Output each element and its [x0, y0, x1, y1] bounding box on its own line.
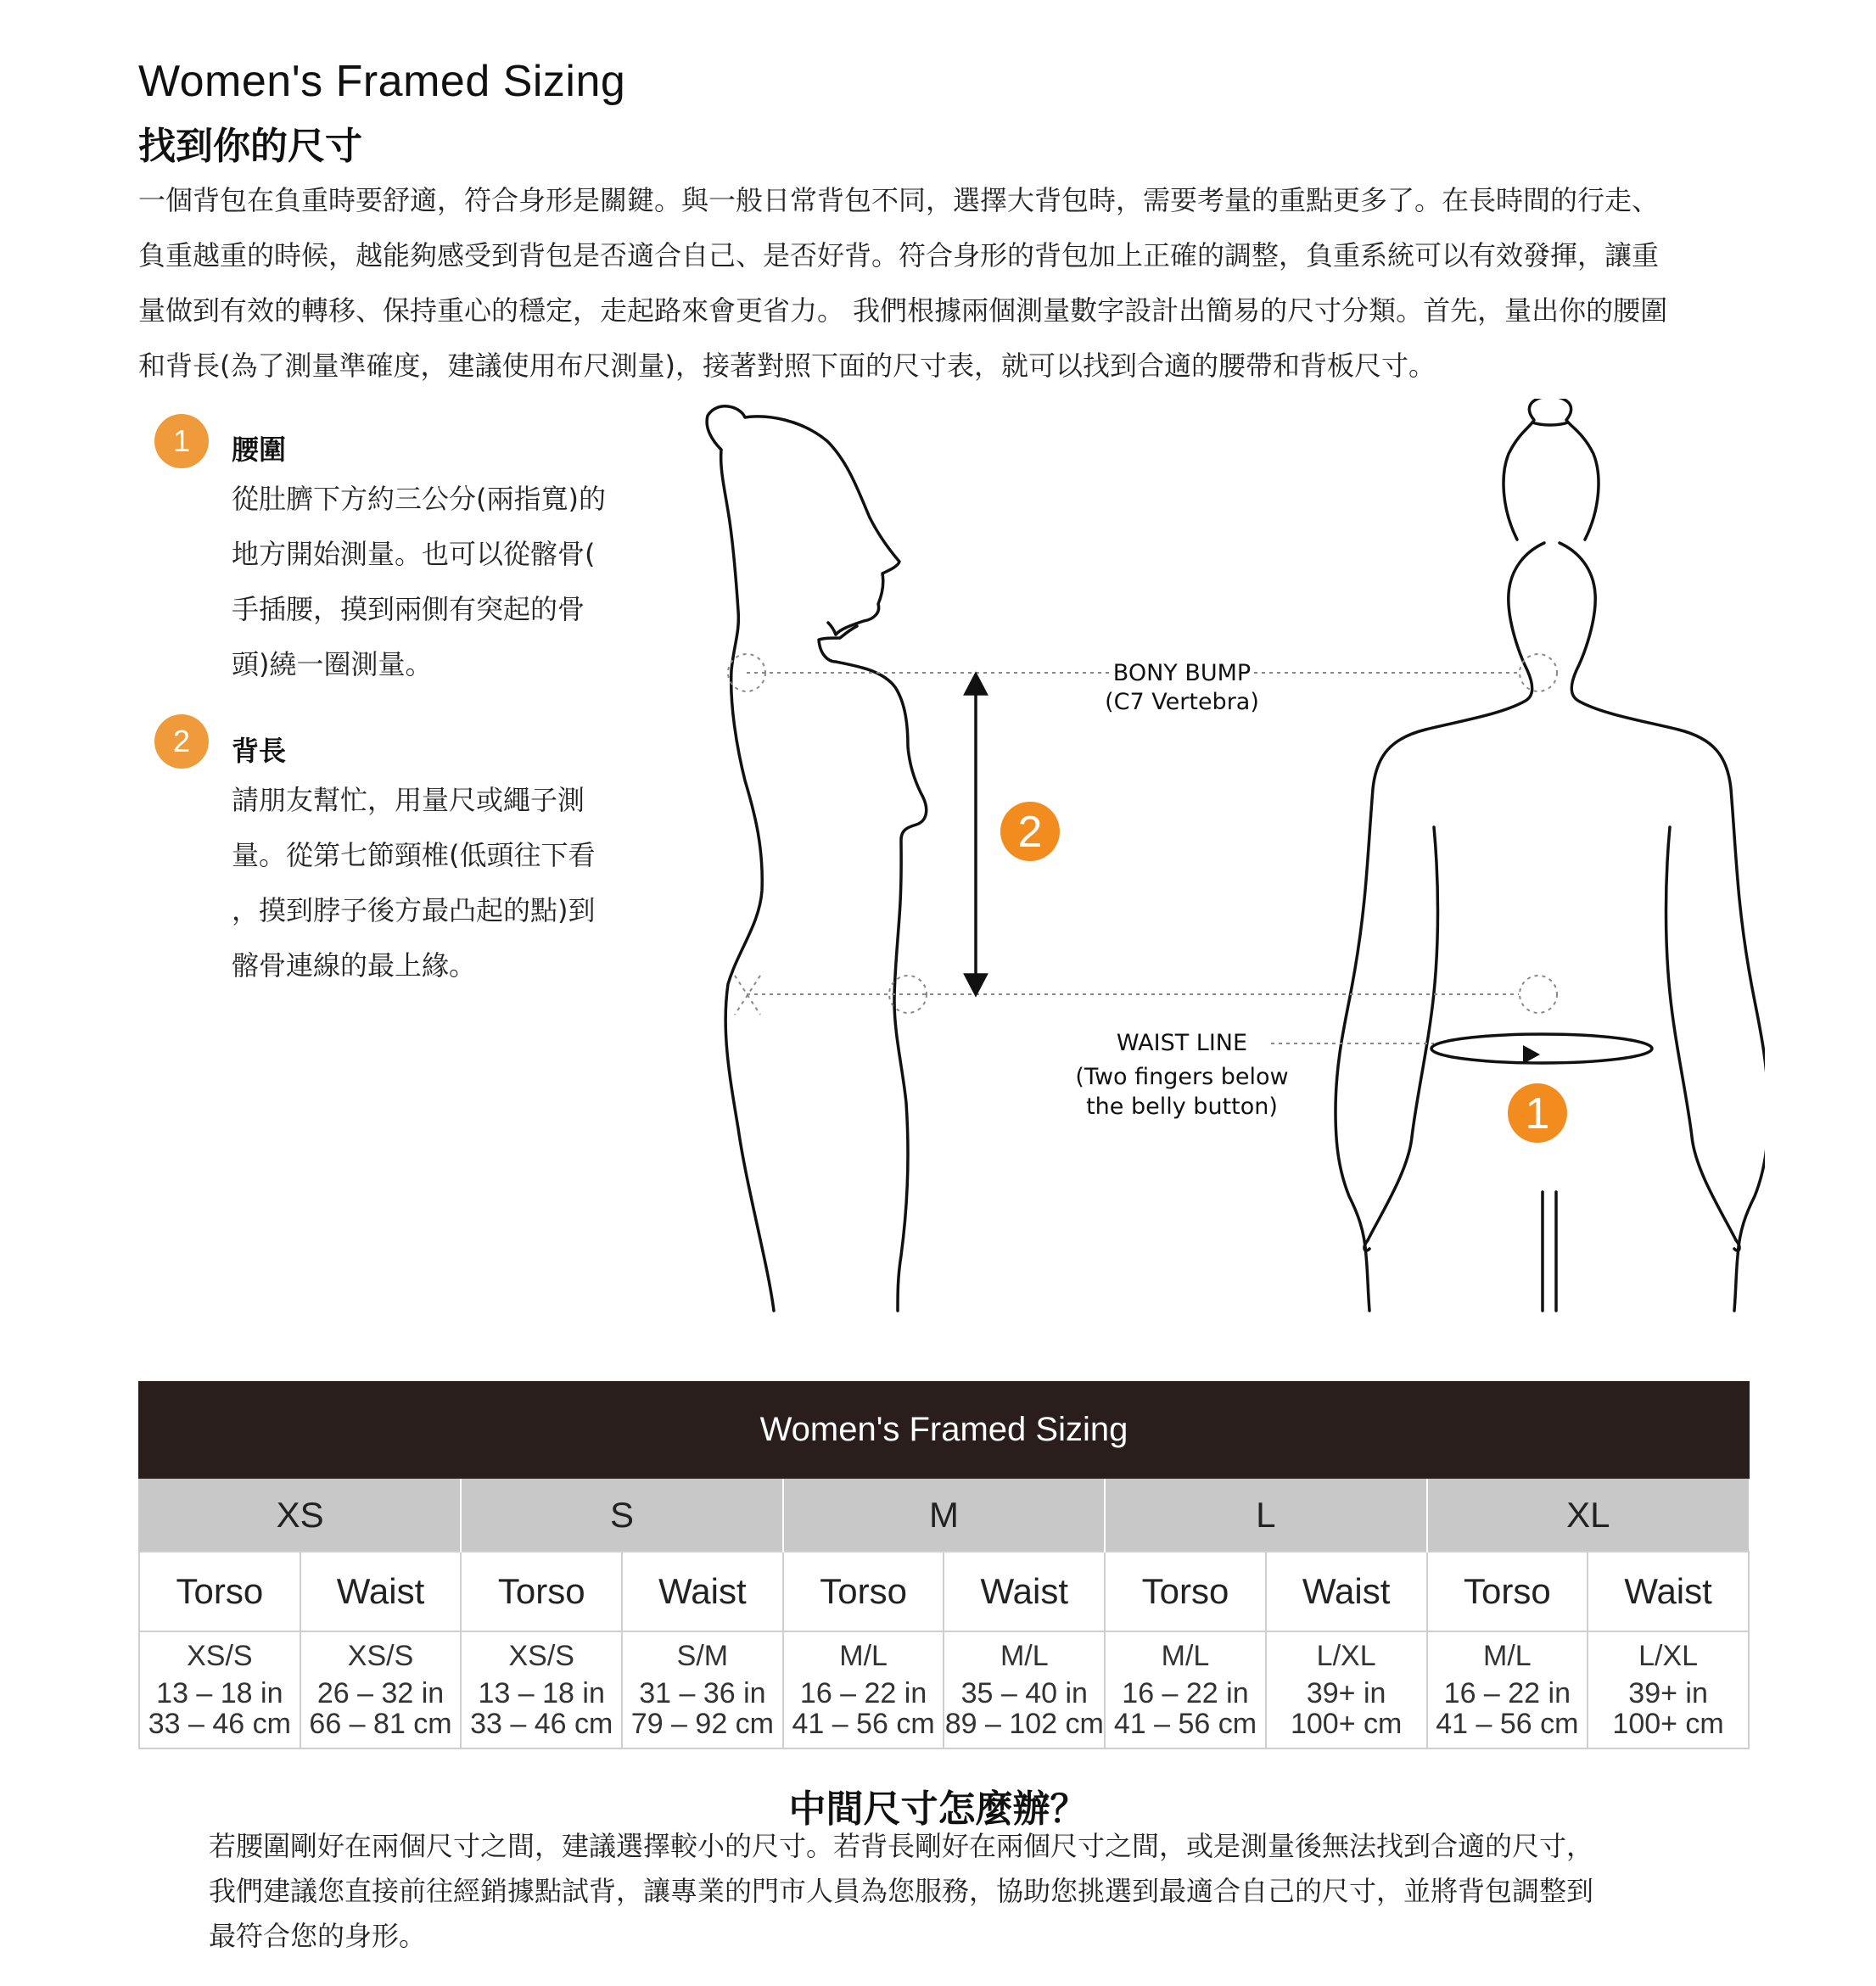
- col-torso: Torso: [139, 1552, 300, 1631]
- waist-line-label: WAIST LINE: [1116, 1030, 1248, 1056]
- outro-line: 最符合您的身形。: [209, 1920, 427, 1952]
- cell-inches: 13 – 18 in: [478, 1677, 605, 1709]
- col-waist: Waist: [622, 1552, 783, 1631]
- intro-line: 一個背包在負重時要舒適，符合身形是關鍵。與一般日常背包不同，選擇大背包時，需要考量的重點更多了。在長時間的行走、: [138, 184, 1660, 216]
- table-cell: [300, 1631, 462, 1748]
- cell-cm: 66 – 81 cm: [309, 1708, 452, 1740]
- step-1-badge: 1: [154, 414, 209, 468]
- cell-inches: 39+ in: [1306, 1677, 1386, 1709]
- col-torso: Torso: [783, 1552, 944, 1631]
- col-waist: Waist: [944, 1552, 1105, 1631]
- between-sizes-title: 中間尺寸怎麼辦？: [788, 1787, 1088, 1831]
- step-2-line: 髂骨連線的最上緣。: [232, 949, 477, 982]
- between-sizes-paragraph: [209, 1824, 1736, 1959]
- step-1-title: 腰圍: [232, 434, 287, 466]
- table-cell: [139, 1631, 300, 1748]
- cell-inches: 39+ in: [1628, 1677, 1708, 1709]
- torso-marker-label: 2: [1017, 808, 1043, 857]
- size-row: [139, 1478, 1749, 1552]
- waist-line-sublabel-2: the belly button): [1086, 1094, 1278, 1120]
- col-torso: Torso: [1105, 1552, 1266, 1631]
- cell-cm: 100+ cm: [1612, 1708, 1724, 1740]
- col-waist: Waist: [1588, 1552, 1749, 1631]
- measurement-figure: [679, 399, 1765, 1315]
- step-1-line: 從肚臍下方約三公分(兩指寬)的: [232, 483, 606, 515]
- col-torso: Torso: [1427, 1552, 1588, 1631]
- outro-line: 若腰圍剛好在兩個尺寸之間，建議選擇較小的尺寸。若背長剛好在兩個尺寸之間，或是測量後無法找到合適的尺寸，: [209, 1830, 1594, 1862]
- step-2-description: [232, 773, 596, 993]
- step-1-line: 地方開始測量。也可以從髂骨(: [232, 538, 596, 570]
- cell-label: M/L: [1483, 1640, 1532, 1672]
- bony-bump-sublabel: (C7 Vertebra): [1105, 689, 1259, 715]
- cell-cm: 100+ cm: [1290, 1708, 1403, 1740]
- cell-inches: 13 – 18 in: [156, 1677, 283, 1709]
- table-cell: [622, 1631, 783, 1748]
- cell-inches: 16 – 22 in: [1122, 1677, 1249, 1709]
- intro-line: 和背長(為了測量準確度，建議使用布尺測量)，接著對照下面的尺寸表，就可以找到合適的腰帶和背板尺寸。: [138, 350, 1436, 382]
- size-table: [138, 1381, 1750, 1749]
- table-cell: [1427, 1631, 1588, 1748]
- column-header-row: [139, 1552, 1749, 1631]
- side-profile-silhouette: [707, 406, 899, 1311]
- cell-cm: 41 – 56 cm: [1436, 1708, 1579, 1740]
- cell-label: XS/S: [347, 1640, 414, 1672]
- step-1-description: [232, 472, 606, 692]
- cell-cm: 41 – 56 cm: [792, 1708, 935, 1740]
- step-1-line: 手插腰，摸到兩側有突起的骨: [232, 593, 585, 625]
- waist-marker-label: 1: [1525, 1089, 1550, 1138]
- cell-label: XS/S: [508, 1640, 574, 1672]
- cell-inches: 31 – 36 in: [639, 1677, 766, 1709]
- size-l: L: [1105, 1478, 1426, 1552]
- col-torso: Torso: [461, 1552, 622, 1631]
- table-cell: [461, 1631, 622, 1748]
- cell-label: L/XL: [1316, 1640, 1376, 1672]
- cell-cm: 79 – 92 cm: [630, 1708, 775, 1740]
- cell-label: L/XL: [1638, 1640, 1699, 1672]
- cell-label: M/L: [1000, 1640, 1049, 1672]
- size-table-title: Women's Framed Sizing: [139, 1382, 1749, 1478]
- page-title-en: Women's Framed Sizing: [138, 57, 626, 106]
- table-cell: [1266, 1631, 1427, 1748]
- values-row: [139, 1631, 1749, 1748]
- size-m: M: [783, 1478, 1105, 1552]
- size-table-header-row: [139, 1382, 1749, 1478]
- cell-label: M/L: [1161, 1640, 1210, 1672]
- step-2-title: 背長: [232, 735, 287, 767]
- cell-inches: 16 – 22 in: [799, 1677, 927, 1709]
- col-waist: Waist: [1266, 1552, 1427, 1631]
- cell-cm: 33 – 46 cm: [470, 1708, 613, 1740]
- cell-label: M/L: [839, 1640, 888, 1672]
- intro-line: 負重越重的時候，越能夠感受到背包是否適合自己、是否好背。符合身形的背包加上正確的調整，負重系統可以有效發揮，讓重: [138, 239, 1660, 271]
- outro-line: 我們建議您直接前往經銷據點試背，讓專業的門市人員為您服務，協助您挑選到最適合自己的尺寸，並將背包調整到: [209, 1875, 1594, 1907]
- intro-line: 量做到有效的轉移、保持重心的穩定，走起路來會更省力。 我們根據兩個測量數字設計出簡易的尺寸分類。首先，量出你的腰圍: [138, 294, 1668, 327]
- step-1-line: 頭)繞一圈測量。: [232, 648, 433, 680]
- cell-inches: 35 – 40 in: [960, 1677, 1088, 1709]
- cell-cm: 33 – 46 cm: [148, 1708, 291, 1740]
- table-cell: [783, 1631, 944, 1748]
- size-xs: XS: [139, 1478, 461, 1552]
- table-cell: [944, 1631, 1105, 1748]
- size-s: S: [461, 1478, 782, 1552]
- cell-label: S/M: [676, 1640, 729, 1672]
- step-2-line: ，摸到脖子後方最凸起的點)到: [232, 894, 596, 926]
- bony-bump-label: BONY BUMP: [1112, 660, 1252, 686]
- col-waist: Waist: [300, 1552, 462, 1631]
- cell-inches: 26 – 32 in: [316, 1677, 445, 1709]
- waist-line-sublabel-1: (Two fingers below: [1075, 1064, 1289, 1090]
- page-title-zh: 找到你的尺寸: [138, 125, 362, 168]
- step-2-line: 量。從第七節頸椎(低頭往下看: [232, 839, 596, 871]
- cell-inches: 16 – 22 in: [1443, 1677, 1571, 1709]
- cell-cm: 41 – 56 cm: [1113, 1708, 1257, 1740]
- cell-cm: 89 – 102 cm: [944, 1708, 1104, 1740]
- step-2-line: 請朋友幫忙，用量尺或繩子測: [232, 784, 585, 816]
- table-cell: [1588, 1631, 1749, 1748]
- intro-paragraph: [138, 173, 1750, 394]
- size-xl: XL: [1427, 1478, 1750, 1552]
- cell-label: XS/S: [187, 1640, 253, 1672]
- step-2-badge: 2: [154, 714, 209, 769]
- back-view-silhouette: [1336, 543, 1544, 1311]
- table-cell: [1105, 1631, 1266, 1748]
